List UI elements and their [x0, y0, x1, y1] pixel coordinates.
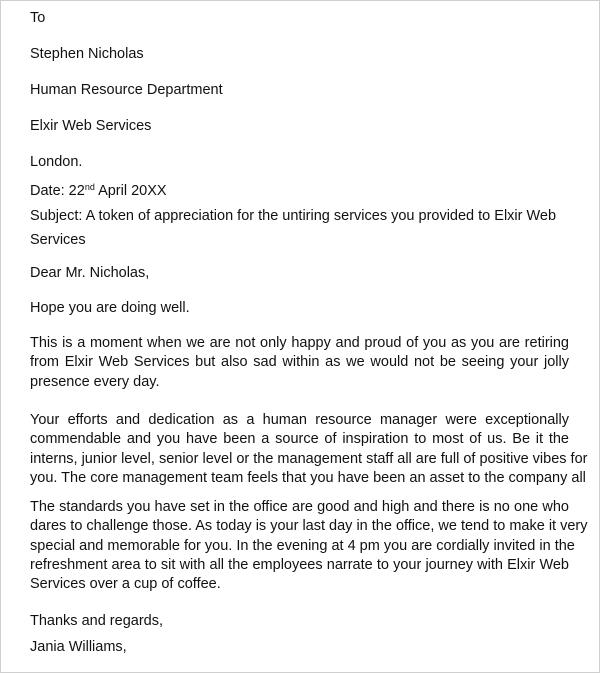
paragraph-line: refreshment area to sit with all the employees narrate to your journey with Elxir Web — [30, 556, 569, 573]
recipient-city: London. — [30, 154, 83, 170]
paragraph-efforts — [30, 411, 588, 488]
paragraph-retirement — [30, 334, 569, 392]
paragraph-line: This is a moment when we are not only happy and proud of you as you are retiring — [30, 335, 569, 351]
salutation: Dear Mr. Nicholas, — [30, 265, 150, 281]
paragraph-standards — [30, 498, 588, 594]
paragraph-line: you. The core management team feels that you have been an asset to the company all — [30, 469, 586, 486]
subject-line-2: Services — [30, 232, 86, 248]
opening-line: Hope you are doing well. — [30, 300, 190, 316]
subject-line-1: Subject: A token of appreciation for the untiring services you provided to Elxir Web — [30, 208, 557, 224]
sender-name: Jania Williams, — [30, 639, 127, 655]
letter-date — [30, 182, 167, 200]
date-ordinal: nd — [84, 182, 95, 192]
closing: Thanks and regards, — [30, 613, 163, 629]
to-label: To — [30, 10, 46, 26]
paragraph-line: from Elxir Web Services but also sad within as we would not be seeing your jolly — [30, 354, 569, 371]
paragraph-line: presence every day. — [30, 373, 160, 390]
paragraph-line: interns, junior level, senior level or the management staff all are full of positive vibes for — [30, 450, 588, 467]
date-suffix: April 20XX — [94, 183, 167, 199]
paragraph-line: dares to challenge those. As today is your last day in the office, we tend to make it very — [30, 518, 588, 535]
paragraph-line: commendable and you have been a source of inspiration to most of us. Be it the — [30, 431, 569, 448]
paragraph-line: Services over a cup of coffee. — [30, 576, 221, 593]
recipient-company: Elxir Web Services — [30, 118, 152, 134]
recipient-name: Stephen Nicholas — [30, 46, 144, 62]
paragraph-line: The standards you have set in the office are good and high and there is no one who — [30, 499, 569, 515]
date-prefix: Date: 22 — [30, 183, 85, 199]
paragraph-line: Your efforts and dedication as a human resource manager were exceptionally — [30, 412, 569, 428]
recipient-department: Human Resource Department — [30, 82, 223, 98]
paragraph-line: special and memorable for you. In the evening at 4 pm you are cordially invited in the — [30, 537, 575, 554]
